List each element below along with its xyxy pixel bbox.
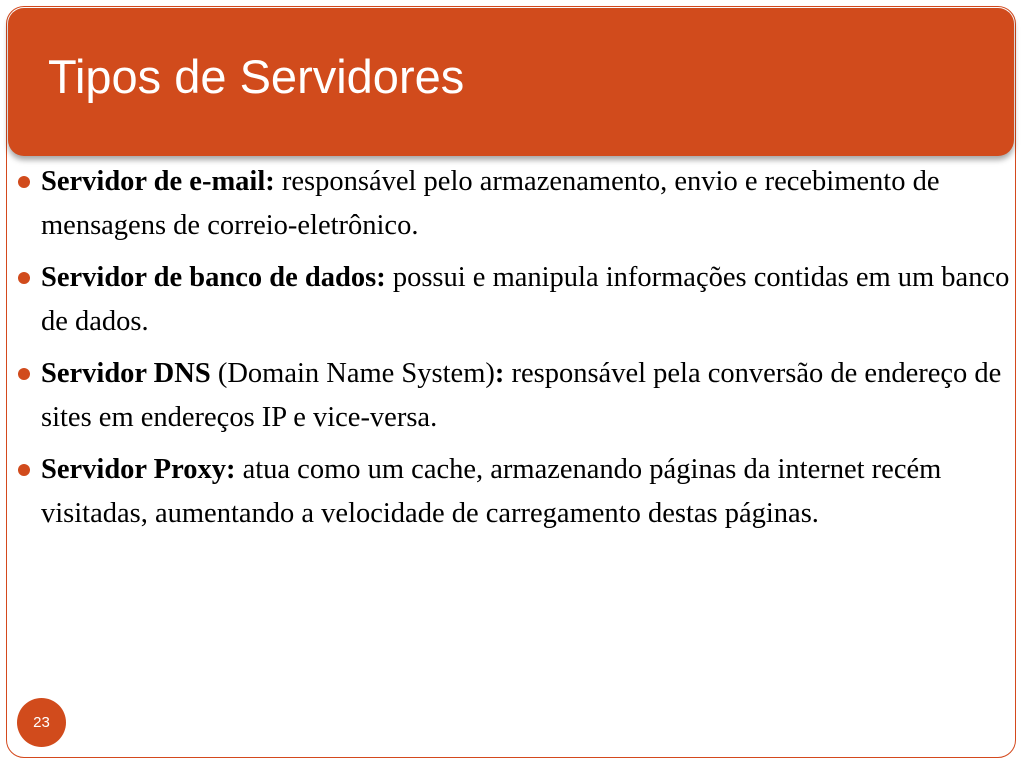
bullet-icon: [18, 368, 30, 380]
bullet-icon: [18, 464, 30, 476]
bullet-item-dns-server: [18, 352, 1014, 440]
bullet-text: atua como um cache, armazenando páginas da internet recém visitadas, aumentando a velocidade de carregamento destas páginas.: [41, 454, 942, 529]
bullet-term-colon: :: [494, 358, 505, 389]
bullet-list: [18, 160, 1014, 544]
bullet-text: responsável pelo armazenamento, envio e recebimento de mensagens de correio-eletrônico.: [41, 166, 940, 241]
bullet-icon: [18, 176, 30, 188]
bullet-item-database-server: [18, 256, 1014, 344]
bullet-term: Servidor de e-mail:: [41, 166, 275, 197]
title-bar: [8, 8, 1014, 156]
page-number-badge: 23: [17, 698, 66, 747]
bullet-text: possui e manipula informações contidas em um banco de dados.: [41, 262, 1010, 337]
bullet-term: Servidor de banco de dados:: [41, 262, 386, 293]
slide-title: Tipos de Servidores: [48, 50, 465, 103]
bullet-item-email-server: [18, 160, 1014, 248]
bullet-text: responsável pela conversão de endereço de sites em endereços IP e vice-versa.: [41, 358, 1002, 433]
bullet-item-proxy-server: [18, 448, 1014, 536]
bullet-term: Servidor Proxy:: [41, 454, 236, 485]
bullet-term: Servidor DNS: [41, 358, 211, 389]
bullet-icon: [18, 272, 30, 284]
bullet-paren: (Domain Name System): [210, 358, 495, 389]
